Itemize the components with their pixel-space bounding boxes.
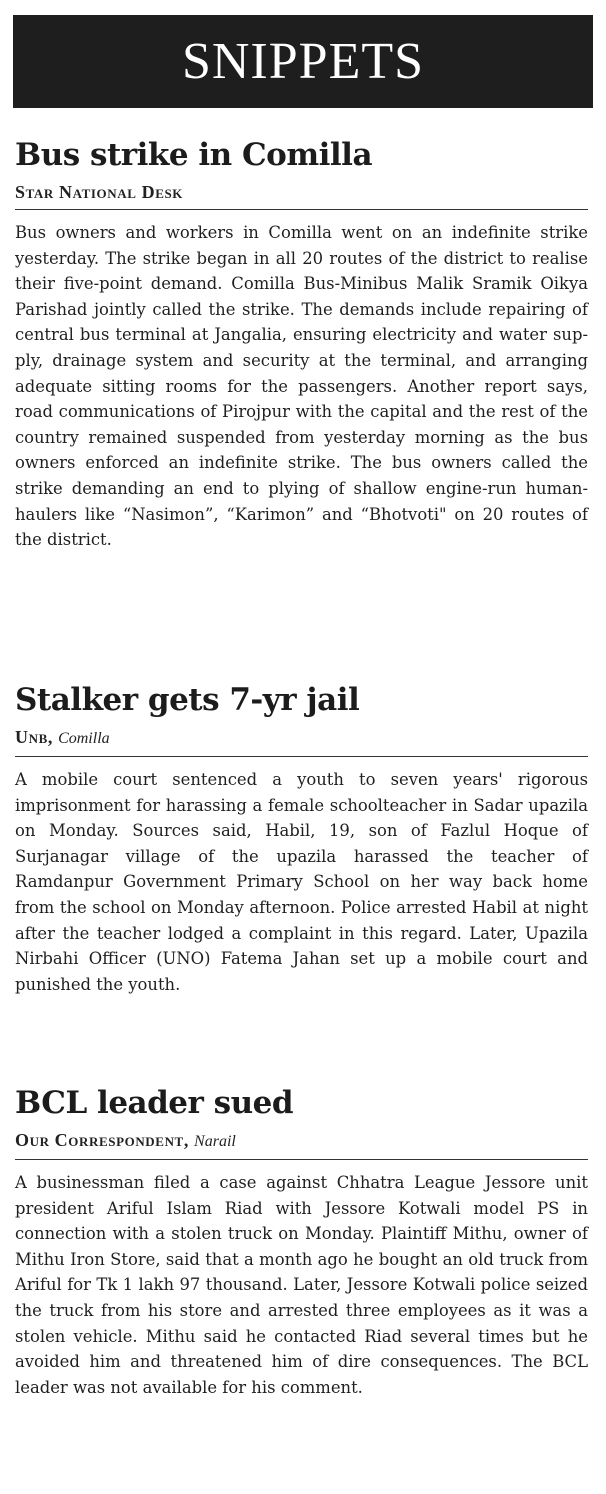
story-bus-strike (15, 135, 588, 553)
byline-location: Narail (194, 1133, 236, 1150)
byline-source: Star National Desk (15, 182, 184, 202)
story-byline (15, 1129, 588, 1153)
byline-rule (15, 1159, 588, 1160)
story-byline (15, 726, 588, 750)
story-body: A mobile court sentenced a youth to seven years' rigorous imprisonment for harassing a female schoolteacher in Sadar upazila on Monday. Sources said, Habil, 19, son of Fazlul Hoque of Surjanagar village of the upazila harassed the teacher of Ramdanpur Government Primary School on her way back home from the school on Monday afternoon. Police arrested Habil at night after the teacher lodged a complaint in this regard. Later, Upazila Nirbahi Officer (UNO) Fatema Jahan set up a mobile court and punished the youth. (15, 770, 588, 994)
byline-source: Our Correspondent, (15, 1130, 189, 1150)
story-stalker-jail (15, 680, 588, 997)
story-bcl-leader-sued (15, 1083, 588, 1400)
byline-location: Comilla (58, 730, 110, 747)
byline-source: Unb, (15, 727, 53, 747)
byline-rule (15, 209, 588, 210)
byline-rule (15, 756, 588, 757)
story-headline: Bus strike in Comilla (15, 137, 373, 173)
section-title: SNIPPETS (181, 33, 425, 90)
story-body: Bus owners and workers in Comilla went on an indefinite strike yesterday. The strike began in all 20 routes of the district to realise their five-point demand. Comilla Bus-Minibus Malik Sramik Oikya Parishad jointly called the strike. The demands include repairing of central bus terminal at Jangalia, ensuring electricity and water supply, drainage system and security at the terminal, and arranging adequate sitting rooms for the passengers. Another report says, road communications of Pirojpur with the capital and the rest of the country remained suspended from yesterday morning as the bus owners enforced an indefinite strike. The bus owners called the strike demanding an end to plying of shallow engine-run human-haulers like “Nasimon”, “Karimon” and “Bhotvoti" on 20 routes of the district. (15, 223, 588, 550)
story-byline (15, 181, 588, 203)
story-headline: BCL leader sued (15, 1085, 294, 1121)
story-headline: Stalker gets 7-yr jail (15, 682, 360, 718)
section-banner (13, 15, 593, 108)
story-body: A businessman filed a case against Chhatra League Jessore unit president Ariful Islam Riad with Jessore Kotwali model PS in connection with a stolen truck on Monday. Plaintiff Mithu, owner of Mithu Iron Store, said that a month ago he bought an old truck from Ariful for Tk 1 lakh 97 thousand. Later, Jessore Kotwali police seized the truck from his store and arrested three employees as it was a stolen vehicle. Mithu said he contacted Riad several times but he avoided him and threatened him of dire consequences. The BCL leader was not available for his comment. (15, 1173, 588, 1397)
